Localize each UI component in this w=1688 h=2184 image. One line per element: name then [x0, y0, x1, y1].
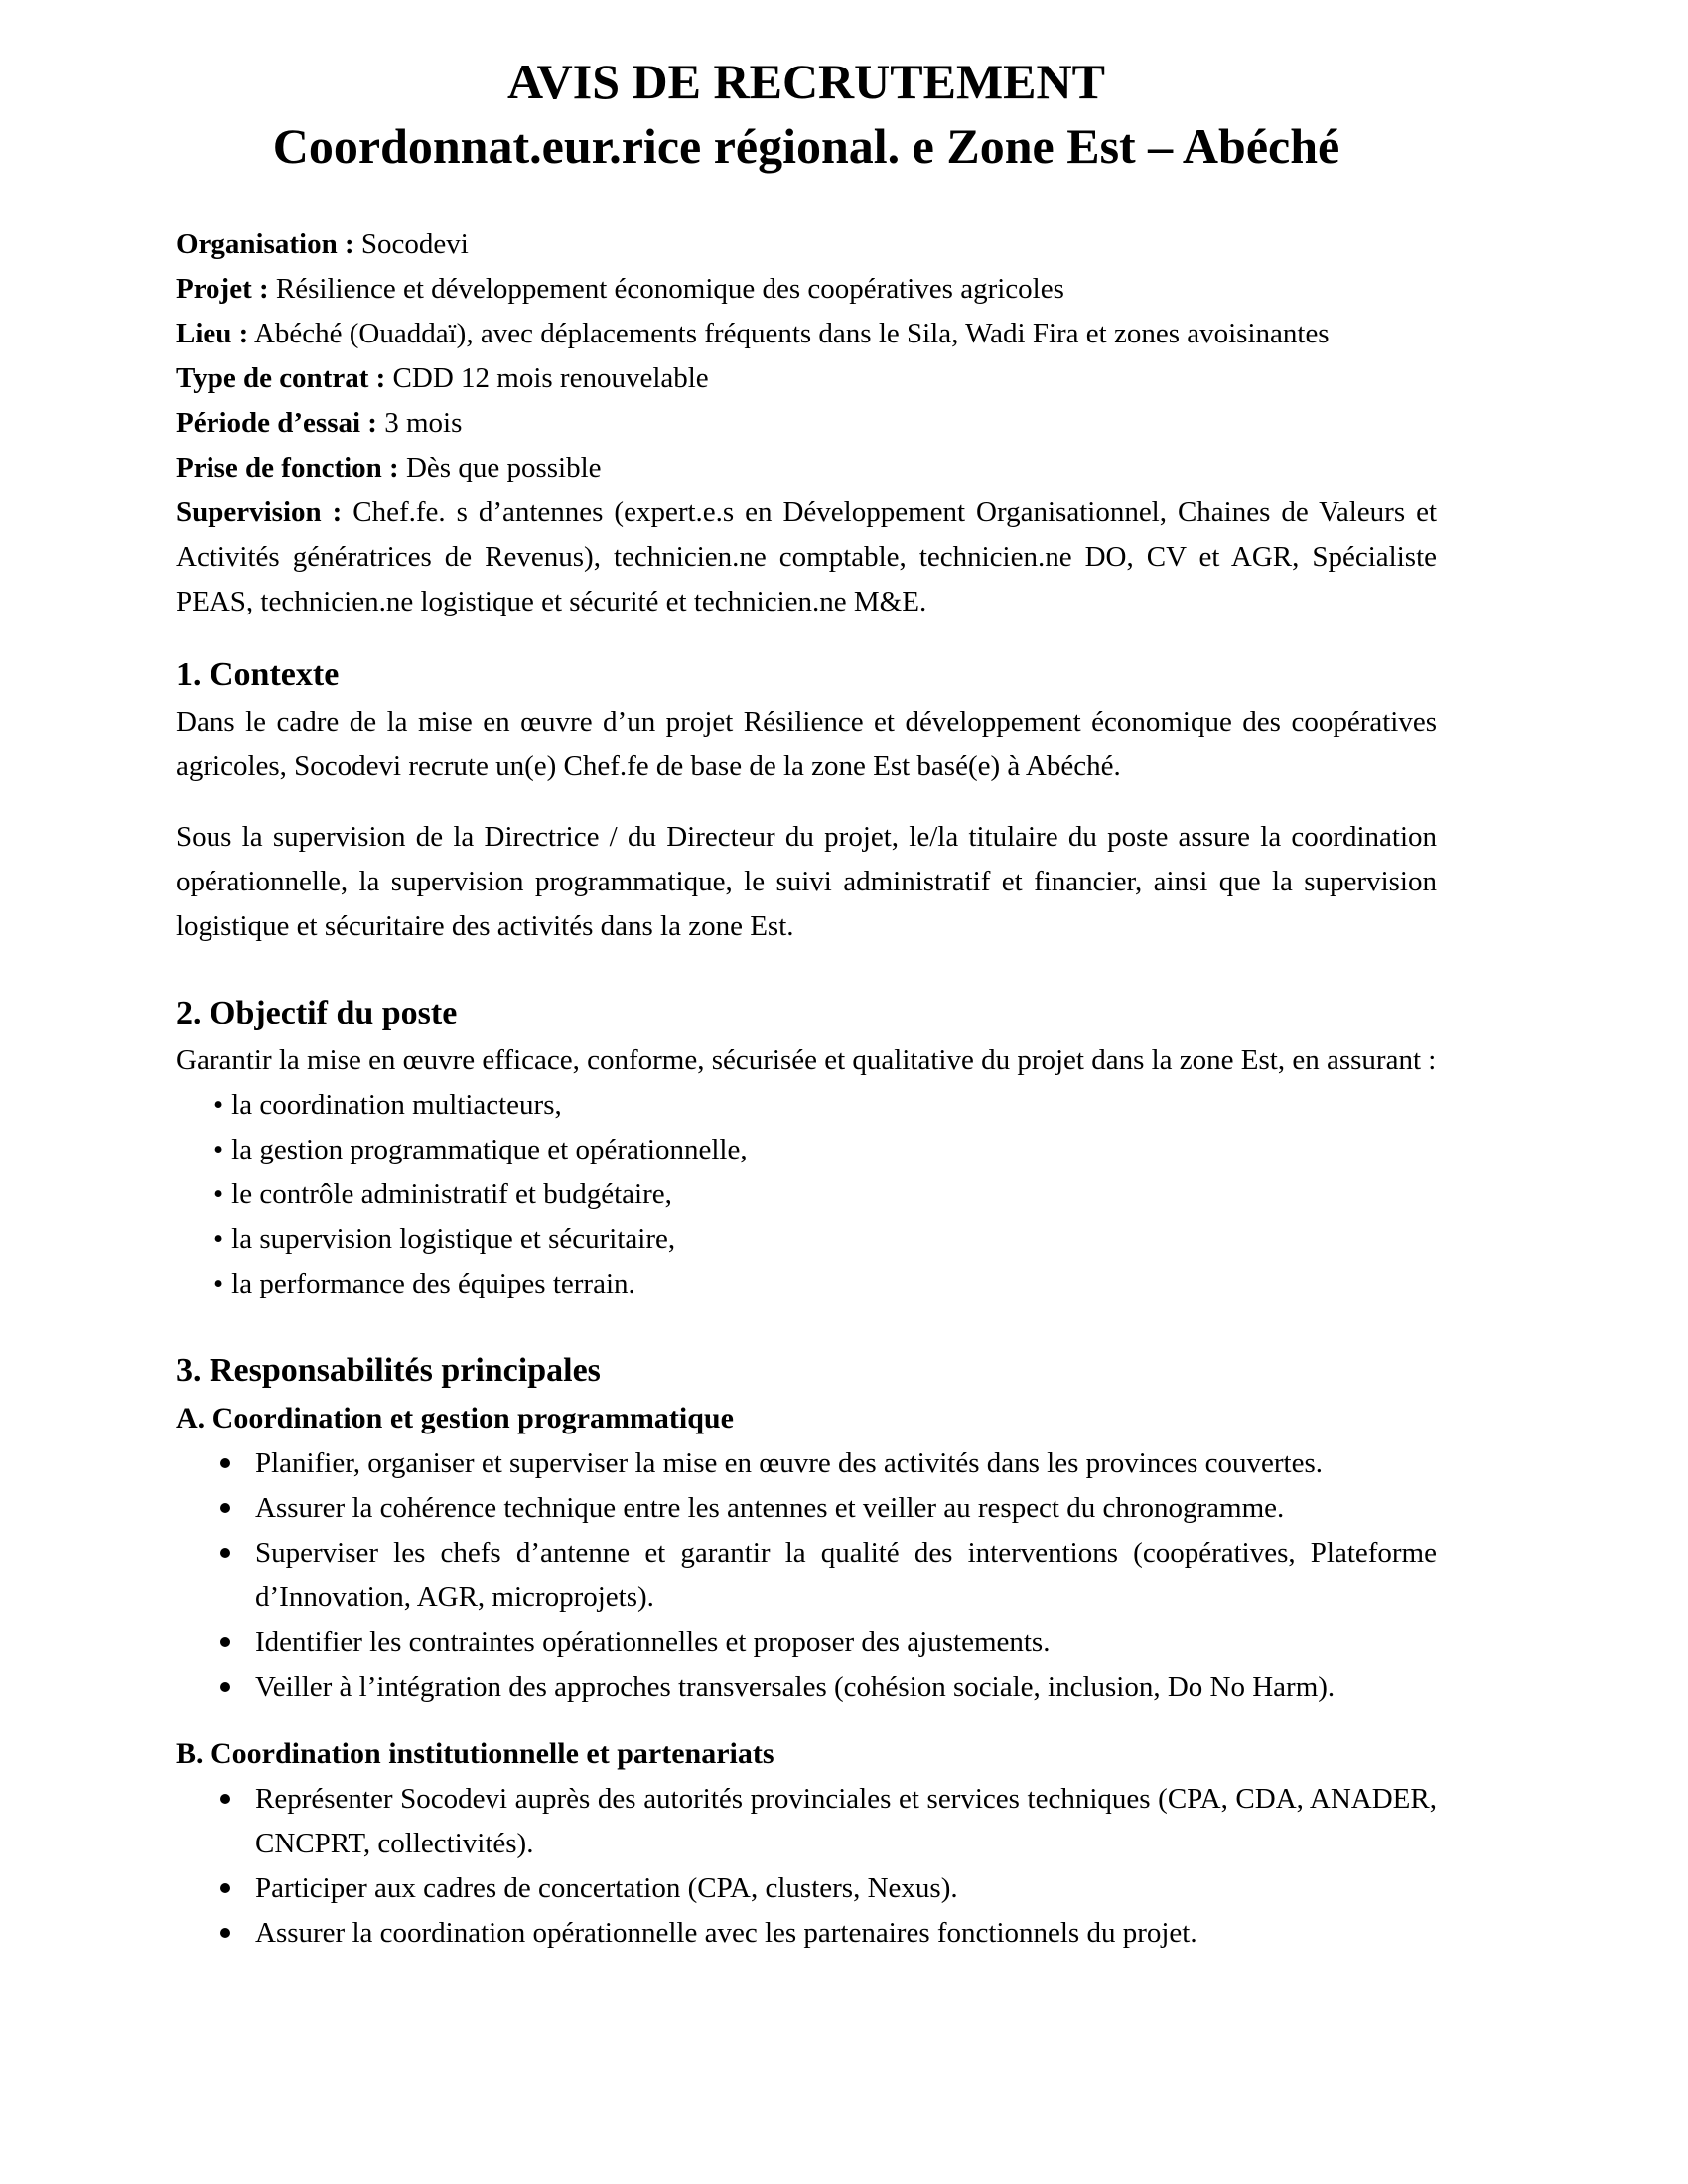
objectif-intro: Garantir la mise en œuvre efficace, conforme, sécurisée et qualitative du projet dans la zone Est, en assurant : [176, 1044, 1437, 1076]
subsection-b-heading: B. Coordination institutionnelle et partenariats [176, 1737, 774, 1770]
bullet-dot-icon [176, 1911, 255, 1956]
bullet-icon: • [213, 1089, 224, 1121]
bullet-dot-icon [176, 1441, 255, 1486]
section-contexte [176, 650, 1437, 949]
responsibility-text: Participer aux cadres de concertation (CPA, clusters, Nexus). [255, 1872, 958, 1904]
bullet-icon: • [213, 1223, 224, 1255]
contexte-paragraph-1: Dans le cadre de la mise en œuvre d’un projet Résilience et développement économique des coopératives agricoles, Socodevi recrute un(e) Chef.fe de base de la zone Est basé(e) à Abéché. [176, 706, 1437, 782]
meta-value-projet: Résilience et développement économique des coopératives agricoles [275, 273, 1064, 305]
responsibility-item [176, 1866, 1437, 1911]
meta-line-supervision [176, 490, 1437, 624]
meta-line-lieu [176, 312, 1437, 356]
meta-label-lieu: Lieu : [176, 318, 249, 349]
objectif-bullet-text: la coordination multiacteurs, [231, 1089, 562, 1121]
responsibility-text: Assurer la cohérence technique entre les antennes et veiller au respect du chronogramme. [255, 1492, 1285, 1524]
meta-value-prise-fonction: Dès que possible [405, 452, 602, 483]
subsection-b-bullet-list [176, 1777, 1437, 1956]
responsibility-text: Représenter Socodevi auprès des autorités provinciales et services techniques (CPA, CDA, ANADER, CNCPRT, collectivités). [255, 1783, 1437, 1859]
section-objectif-heading: 2. Objectif du poste [176, 995, 458, 1031]
responsibility-item [176, 1777, 1437, 1866]
meta-label-periode-essai: Période d’essai : [176, 407, 377, 439]
bullet-icon: • [213, 1134, 224, 1165]
subsection-a-heading: A. Coordination et gestion programmatique [176, 1402, 734, 1434]
objectif-bullet-item [176, 1262, 1437, 1306]
meta-line-periode-essai [176, 401, 1437, 446]
bullet-dot-icon [176, 1777, 255, 1866]
responsibility-text: Superviser les chefs d’antenne et garantir la qualité des interventions (coopératives, Plateforme d’Innovation, AGR, microprojets). [255, 1537, 1437, 1613]
bullet-icon: • [213, 1178, 224, 1210]
objectif-bullet-text: la gestion programmatique et opérationnelle, [231, 1134, 748, 1165]
responsibility-item [176, 1531, 1437, 1620]
meta-label-type-contrat: Type de contrat : [176, 362, 386, 394]
responsibility-text: Identifier les contraintes opérationnelles et proposer des ajustements. [255, 1626, 1051, 1658]
document-subtitle: Coordonnat.eur.rice régional. e Zone Est – Abéché [272, 118, 1340, 174]
objectif-bullet-item [176, 1172, 1437, 1217]
objectif-bullet-item [176, 1217, 1437, 1262]
responsibility-item [176, 1620, 1437, 1665]
responsibility-item [176, 1665, 1437, 1709]
responsibility-item [176, 1911, 1437, 1956]
section-responsabilites [176, 1346, 1437, 1956]
section-objectif [176, 989, 1437, 1306]
bullet-dot-icon [176, 1620, 255, 1665]
objectif-bullet-item [176, 1083, 1437, 1128]
section-responsabilites-heading: 3. Responsabilités principales [176, 1352, 601, 1389]
meta-line-prise-fonction [176, 446, 1437, 490]
bullet-dot-icon [176, 1486, 255, 1531]
responsibility-text: Veiller à l’intégration des approches transversales (cohésion sociale, inclusion, Do No Harm). [255, 1671, 1336, 1703]
objectif-bullet-text: la performance des équipes terrain. [231, 1268, 635, 1299]
responsibility-item [176, 1486, 1437, 1531]
subsection-a-bullet-list [176, 1441, 1437, 1709]
meta-value-supervision: Chef.fe. s d’antennes (expert.e.s en Développement Organisationnel, Chaines de Valeurs et Activités génératrices de Revenus), technicien.ne comptable, technicien.ne DO, CV et AGR, Spécialiste PEAS, technicien.ne logistique et sécurité et technicien.ne M&E. [176, 496, 1437, 617]
meta-label-projet: Projet : [176, 273, 269, 305]
meta-value-type-contrat: CDD 12 mois renouvelable [392, 362, 709, 394]
document-title: AVIS DE RECRUTEMENT [507, 54, 1105, 109]
meta-line-projet [176, 267, 1437, 312]
job-meta-block [176, 222, 1437, 624]
meta-label-supervision: Supervision : [176, 496, 343, 528]
meta-value-periode-essai: 3 mois [384, 407, 463, 439]
objectif-bullet-text: le contrôle administratif et budgétaire, [231, 1178, 672, 1210]
responsibility-text: Planifier, organiser et superviser la mise en œuvre des activités dans les provinces couvertes. [255, 1447, 1323, 1479]
meta-value-organisation: Socodevi [360, 228, 469, 260]
objectif-bullet-list [176, 1083, 1437, 1306]
bullet-dot-icon [176, 1531, 255, 1620]
responsibility-text: Assurer la coordination opérationnelle avec les partenaires fonctionnels du projet. [255, 1917, 1197, 1949]
bullet-dot-icon [176, 1866, 255, 1911]
meta-line-type-contrat [176, 356, 1437, 401]
section-contexte-heading: 1. Contexte [176, 656, 340, 693]
objectif-bullet-text: la supervision logistique et sécuritaire, [231, 1223, 676, 1255]
bullet-dot-icon [176, 1665, 255, 1709]
objectif-bullet-item [176, 1128, 1437, 1172]
responsibility-item [176, 1441, 1437, 1486]
bullet-icon: • [213, 1268, 224, 1299]
meta-value-lieu: Abéché (Ouaddaï), avec déplacements fréquents dans le Sila, Wadi Fira et zones avoisinantes [253, 318, 1330, 349]
meta-line-organisation [176, 222, 1437, 267]
meta-label-prise-fonction: Prise de fonction : [176, 452, 399, 483]
meta-label-organisation: Organisation : [176, 228, 354, 260]
contexte-paragraph-2: Sous la supervision de la Directrice / du Directeur du projet, le/la titulaire du poste assure la coordination opérationnelle, la supervision programmatique, le suivi administratif et financier, ainsi que la supervision logistique et sécuritaire des activités dans la zone Est. [176, 821, 1437, 942]
